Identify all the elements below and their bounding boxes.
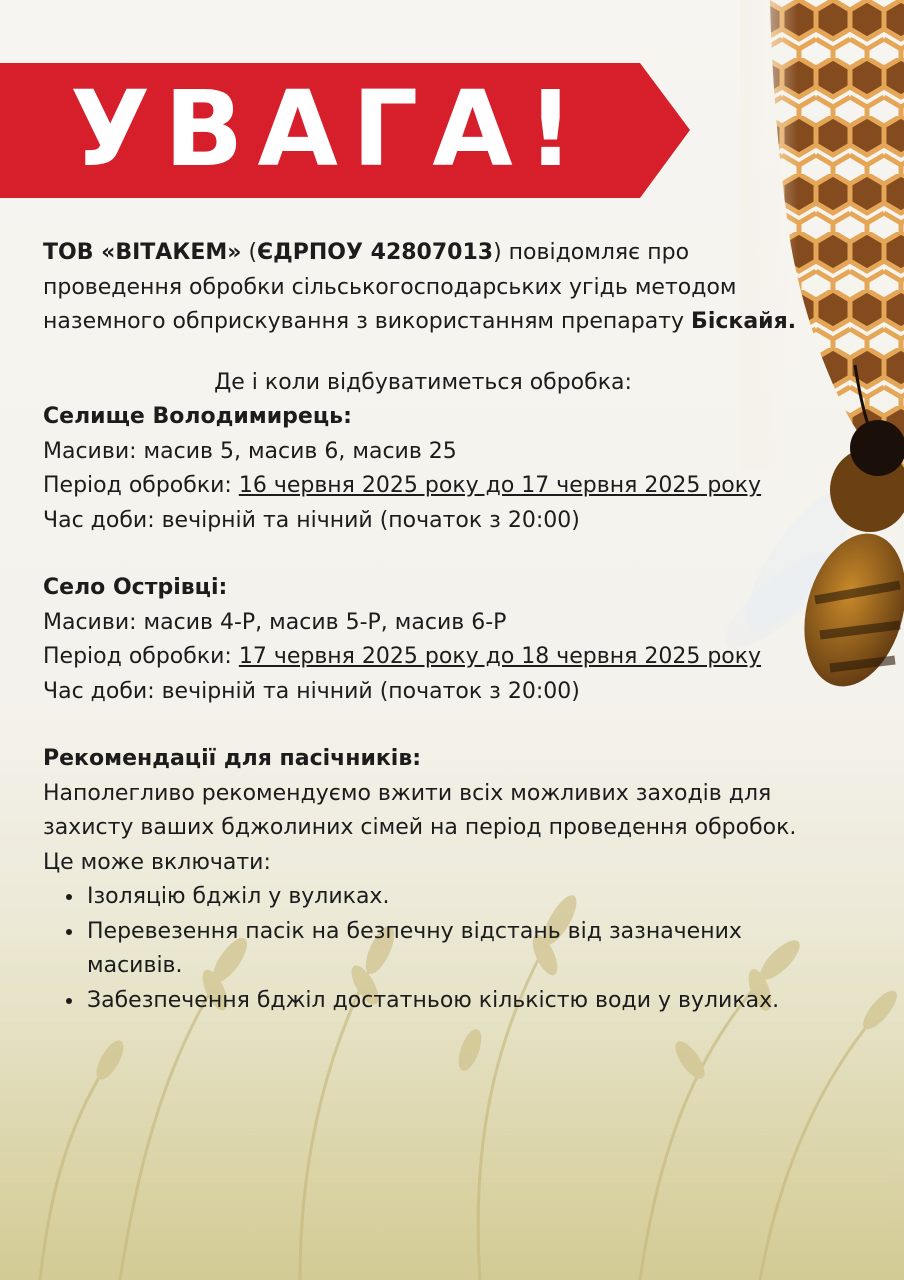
time-line: Час доби: вечірній та нічний (початок з 20:00) <box>43 678 580 704</box>
list-item: • Перевезення пасік на безпечну відстань від зазначених масивів. <box>85 915 803 984</box>
notice-content <box>43 236 803 1018</box>
intro-paragraph: ТОВ «ВІТАКЕМ» (ЄДРПОУ 42807013) повідомляє про проведення обробки сільськогосподарських угідь методом наземного обприскування з використанням препарату Біскайя. <box>43 240 797 334</box>
recommendations-title: Рекомендації для пасічників: <box>43 746 422 771</box>
time-line: Час доби: вечірній та нічний (початок з 20:00) <box>43 507 580 533</box>
banner-title: УВАГА! <box>70 68 589 190</box>
company-name: ТОВ «ВІТАКЕМ» <box>43 240 242 265</box>
list-item: • Ізоляцію бджіл у вуликах. <box>85 880 803 915</box>
location-block-1 <box>43 400 803 538</box>
arrays-line: Масиви: масив 5, масив 6, масив 25 <box>43 438 457 464</box>
recommendations-block <box>43 742 803 1018</box>
product-name: Біскайя. <box>691 309 797 334</box>
edrpou-code: ЄДРПОУ 42807013 <box>257 240 494 265</box>
location-block-2 <box>43 571 803 709</box>
recommendations-text: Наполегливо рекомендуємо вжити всіх можливих заходів для захисту ваших бджолиних сімей на період проведення обробок. Це може включати: <box>43 780 797 875</box>
period-dates: 16 червня 2025 року до 17 червня 2025 року <box>238 473 762 498</box>
period-dates: 17 червня 2025 року до 18 червня 2025 року <box>238 644 762 669</box>
location-name: Селище Володимирець: <box>43 404 352 429</box>
location-name: Село Острівці: <box>43 575 228 600</box>
arrays-line: Масиви: масив 4-Р, масив 5-Р, масив 6-Р <box>43 609 507 635</box>
recommendations-list <box>43 880 803 1018</box>
warning-banner <box>0 63 690 198</box>
list-item: • Забезпечення бджіл достатньою кількістю води у вуликах. <box>85 984 803 1019</box>
period-line: Період обробки: 17 червня 2025 року до 18 червня 2025 року <box>43 644 762 669</box>
period-line: Період обробки: 16 червня 2025 року до 17 червня 2025 року <box>43 473 762 498</box>
where-when-heading: Де і коли відбуватиметься обробка: <box>214 369 632 395</box>
